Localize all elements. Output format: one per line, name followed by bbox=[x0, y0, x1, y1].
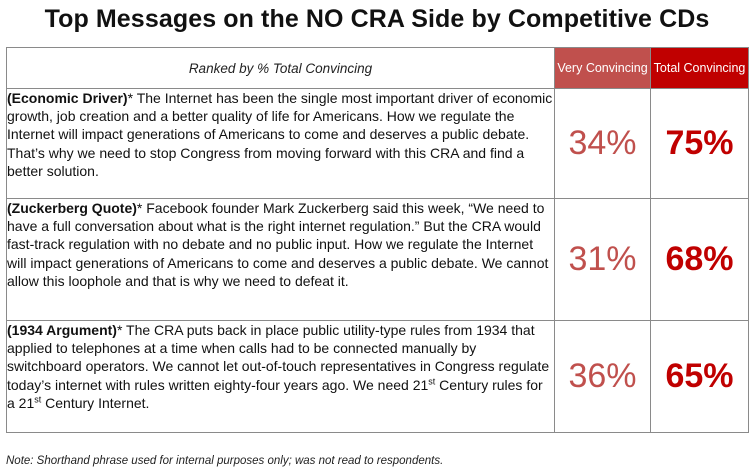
total-convincing-value: 75% bbox=[651, 89, 749, 199]
chart-title: Top Messages on the NO CRA Side by Competitive CDs bbox=[44, 5, 710, 33]
footnote-marker: * bbox=[136, 200, 143, 216]
message-text: The CRA puts back in place public utility-type rules from 1934 that applied to telephones at a time when calls had to be connected manually by switchboard operators. We cannot let out-of-touch representatives in Congress regulate today’s internet with rules written eighty-four years ago. We need 21 bbox=[7, 322, 550, 393]
messages-table bbox=[6, 47, 749, 433]
footnote-marker: * bbox=[116, 322, 123, 338]
total-convincing-value: 68% bbox=[651, 199, 749, 321]
message-label: (1934 Argument) bbox=[7, 322, 117, 338]
very-convincing-value: 34% bbox=[555, 89, 651, 199]
total-convincing-header: Total Convincing bbox=[651, 48, 749, 89]
superscript: st bbox=[428, 375, 436, 386]
table-row bbox=[7, 199, 749, 321]
very-convincing-value: 36% bbox=[555, 321, 651, 433]
footnote-marker: * bbox=[127, 90, 134, 106]
ranked-by-label: Ranked by % Total Convincing bbox=[7, 48, 555, 89]
message-text: Century Internet. bbox=[41, 394, 150, 411]
footnote: Note: Shorthand phrase used for internal purposes only; was not read to respondents. bbox=[6, 455, 444, 467]
table-row bbox=[7, 321, 749, 433]
message-label: (Economic Driver) bbox=[7, 90, 128, 106]
header-row bbox=[7, 48, 749, 89]
superscript: st bbox=[34, 394, 42, 405]
message-text: Century rules for a 21 bbox=[7, 376, 543, 411]
very-convincing-header: Very Convincing bbox=[555, 48, 651, 89]
message-text: Facebook founder Mark Zuckerberg said this week, “We need to have a full conversation about what is the right internet regulation.” But the CRA would fast-track regulation with no debate and no public input. How we regulate the Internet will impact generations of Americans to come and deserves a public debate. We cannot allow this loophole and that is why we need to defeat it. bbox=[7, 200, 549, 289]
total-convincing-value: 65% bbox=[651, 321, 749, 433]
message-cell bbox=[7, 321, 555, 433]
message-label: (Zuckerberg Quote) bbox=[7, 200, 137, 216]
very-convincing-value: 31% bbox=[555, 199, 651, 321]
table-row bbox=[7, 89, 749, 199]
message-text: The Internet has been the single most important driver of economic growth, job creation and a better quality of life for Americans. How we regulate the Internet will impact generations of Americans to come and deserves a public debate. That’s why we need to stop Congress from moving forward with this CRA and find a better solution. bbox=[7, 90, 553, 179]
message-cell bbox=[7, 89, 555, 199]
message-cell bbox=[7, 199, 555, 321]
